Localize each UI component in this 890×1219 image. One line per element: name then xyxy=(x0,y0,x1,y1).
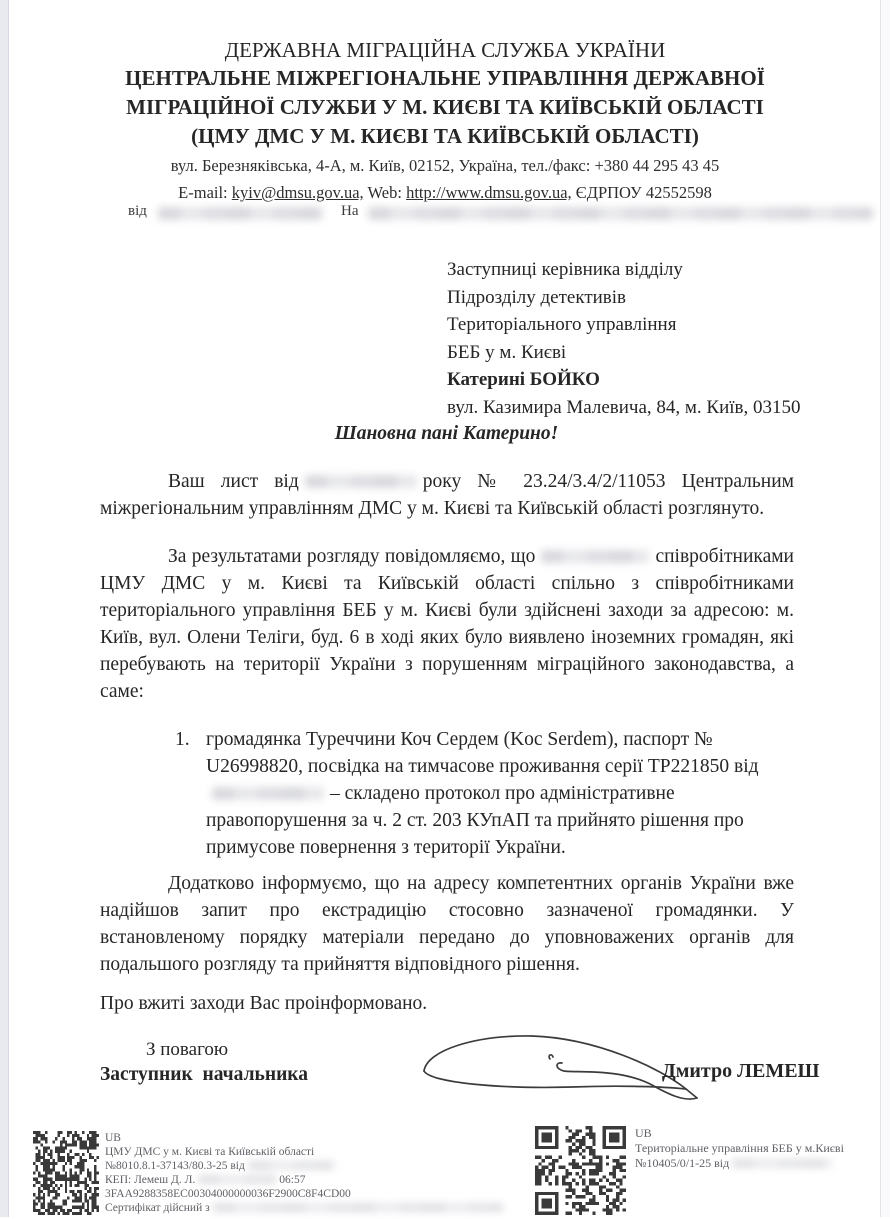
paragraph-1-text-after: року № 23.24/3.4/2/11053 Центральним міжрегіональним управлінням ДМС у м. Києві та Київській області розглянуто. xyxy=(100,471,794,519)
redacted-incoming-number xyxy=(368,207,873,220)
stamp-left-kep-time: 06:57 xyxy=(279,1174,306,1186)
edrpou-code: ЄДРПОУ 42552598 xyxy=(575,183,712,202)
web-label: Web: xyxy=(367,183,402,202)
ref-re-label: На xyxy=(341,203,359,219)
stamp-right-ub: UB xyxy=(635,1126,652,1140)
recipient-title-3: Територіального управління xyxy=(447,314,677,335)
stamp-right-number-text: №10405/0/1-25 від xyxy=(635,1156,730,1170)
stamp-left-cert xyxy=(105,1201,506,1215)
redacted-outgoing-number xyxy=(158,207,323,220)
recipient-title-4: БЕБ у м. Києві xyxy=(447,341,567,363)
signer-name: Дмитро ЛЕМЕШ xyxy=(662,1060,820,1082)
stamp-left-number xyxy=(105,1159,506,1173)
digital-stamp-right xyxy=(535,1126,844,1171)
digital-stamp-left xyxy=(33,1131,506,1215)
datamatrix-code-icon xyxy=(33,1131,99,1215)
reference-line xyxy=(0,201,890,223)
paragraph-2 xyxy=(100,543,794,705)
list-item-text-after: – складено протокол про адміністративне правопорушення за ч. 2 ст. 203 КУпАП та прийнято рішення про примусове повернення з території України. xyxy=(206,783,744,858)
org-name-line2: ЦЕНТРАЛЬНЕ МІЖРЕГІОНАЛЬНЕ УПРАВЛІННЯ ДЕРЖАВНОЇ xyxy=(125,66,765,90)
paragraph-4: Про вжиті заходи Вас проінформовано. xyxy=(100,993,428,1014)
stamp-left-text xyxy=(105,1131,506,1215)
stamp-right-text xyxy=(635,1126,844,1171)
recipient-address: вул. Казимира Малевича, 84, м. Київ, 03150 xyxy=(447,396,801,418)
redacted-stamp-date-right xyxy=(732,1159,832,1168)
list-item-text xyxy=(206,726,797,861)
recipient-title-1: Заступниці керівника відділу xyxy=(447,259,683,280)
ref-from-label: від xyxy=(128,203,147,219)
page-left-edge xyxy=(0,0,9,1217)
stamp-left-hash: 3FAA9288358EC00304000000036F2900C8F4CD00 xyxy=(105,1188,351,1200)
list-item-number: 1. xyxy=(175,729,190,750)
email-label: E-mail: xyxy=(178,183,228,202)
redacted-permit-date xyxy=(212,787,324,800)
redacted-stamp-date-left xyxy=(248,1161,334,1170)
page-right-edge xyxy=(880,0,890,1217)
recipient-title-2: Підрозділу детективів xyxy=(447,286,627,308)
paragraph-1-text-before: Ваш лист від xyxy=(168,471,299,492)
redacted-cert-dates xyxy=(213,1203,503,1212)
stamp-left-kep-text: КЕП: Лемеш Д. Л. xyxy=(105,1174,196,1186)
paragraph-1 xyxy=(100,468,794,522)
signer-position: Заступник начальника xyxy=(100,1064,308,1085)
recipient-block xyxy=(447,256,801,421)
redacted-letter-date xyxy=(305,475,417,488)
web-link[interactable]: http://www.dmsu.gov.ua, xyxy=(406,183,572,202)
closing-regards: З повагою xyxy=(146,1039,229,1060)
stamp-left-ub: UB xyxy=(105,1132,121,1144)
paragraph-3: Додатково інформуємо, що на адресу компетентних органів України вже надійшов запит про екстрадицію стосовно зазначеної громадянки. У встановленому порядку матеріали передано до уповноважених органів для подальшого розгляду та прийняття відповідного рішення. xyxy=(100,873,794,975)
stamp-right-number xyxy=(635,1156,844,1171)
letterhead xyxy=(70,36,820,205)
stamp-left-kep xyxy=(105,1173,506,1187)
org-name-top: ДЕРЖАВНА МІГРАЦІЙНА СЛУЖБА УКРАЇНИ xyxy=(224,38,666,62)
redacted-kep-date xyxy=(198,1175,276,1184)
list-item-1 xyxy=(175,726,797,861)
email-link[interactable]: kyiv@dmsu.gov.ua, xyxy=(231,183,364,202)
org-name-line3: МІГРАЦІЙНОЇ СЛУЖБИ У М. КИЄВІ ТА КИЇВСЬКІЙ ОБЛАСТІ xyxy=(126,95,764,119)
org-address: вул. Березняківська, 4-А, м. Київ, 02152, Україна, тел./факс: +380 44 295 43 45 xyxy=(170,156,720,175)
stamp-left-org: ЦМУ ДМС у м. Києві та Київській області xyxy=(105,1146,315,1158)
stamp-right-org: Територіальне управління БЕБ у м.Києві xyxy=(635,1141,844,1155)
org-name-abbrev: (ЦМУ ДМС У М. КИЄВІ ТА КИЇВСЬКІЙ ОБЛАСТІ) xyxy=(191,124,699,148)
list-item-text-before: громадянка Туреччини Коч Сердем (Koc Serdem), паспорт № U26998820, посвідка на тимчасове проживання серії ТР221850 від xyxy=(206,729,759,777)
stamp-left-number-text: №8010.8.1-37143/80.3-25 від xyxy=(105,1160,245,1172)
recipient-name: Катерині БОЙКО xyxy=(447,369,600,390)
salutation: Шановна пані Катерино! xyxy=(334,423,559,444)
redacted-date-2 xyxy=(541,550,649,563)
paragraph-2-text-before: За результатами розгляду повідомляємо, що xyxy=(168,546,536,567)
stamp-left-cert-text: Сертифікат дійсний з xyxy=(105,1202,210,1214)
qr-code-icon xyxy=(535,1126,626,1215)
paragraph-2-text-after: співробітниками ЦМУ ДМС у м. Києві та Київській області спільно з співробітниками територіального управління БЕБ у м. Києві були здійснені заходи за адресою: м. Київ, вул. Олени Теліги, буд. 6 в ході яких було виявлено іноземних громадян, які перебувають на території України з порушенням міграційного законодавства, а саме: xyxy=(100,546,794,702)
